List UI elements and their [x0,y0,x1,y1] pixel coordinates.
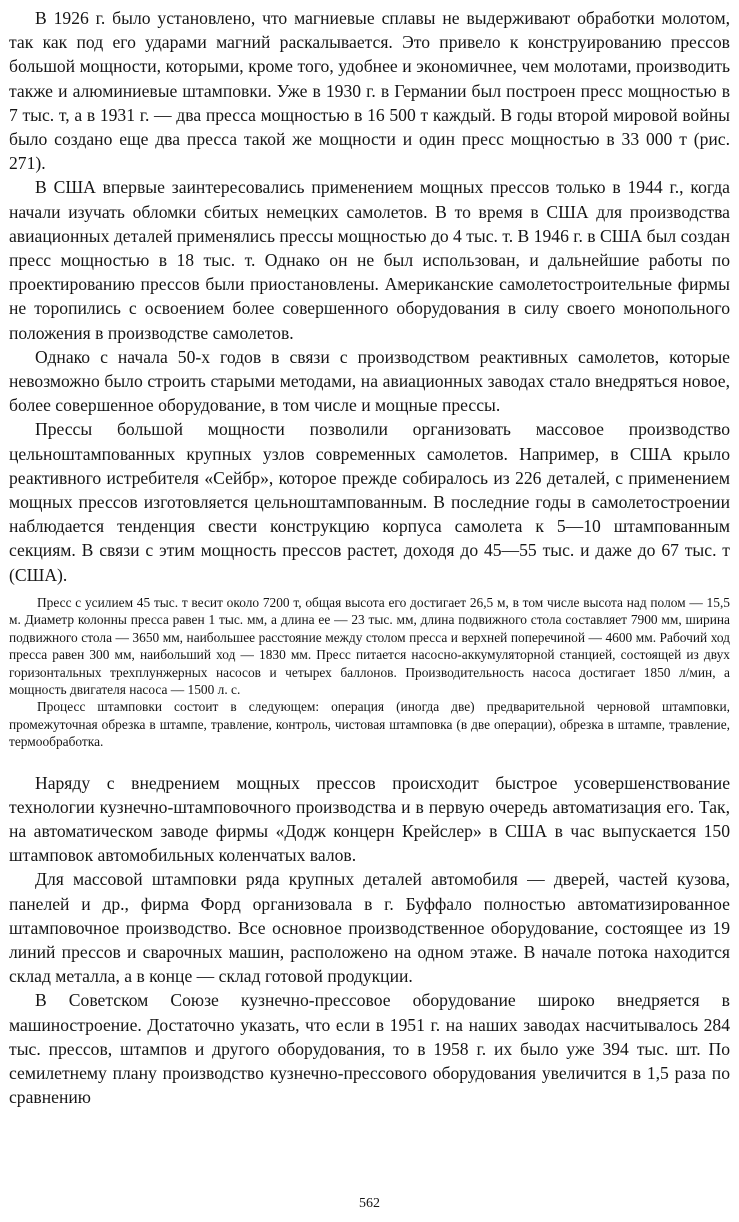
body-paragraph: В США впервые заинтересовались применением мощных прессов только в 1944 г., когда начали изучать обломки сбитых немецких самолетов. В то время в США для производства авиационных деталей применялись прессы мощностью до 4 тыс. т. В 1946 г. в США был создан пресс мощностью в 18 тыс. т. Однако он не был использован, и дальнейшие работы по проектированию прессов были приостановлены. Американские самолетостроительные фирмы не торопились с освоением более совершенного оборудования в силу своего монопольного положения в производстве самолетов. [9,177,730,343]
small-print-block [9,594,730,751]
body-paragraph: Однако с начала 50-х годов в связи с производством реактивных самолетов, которые невозможно было строить старыми методами, на авиационных заводах стало внедряться новое, более совершенное оборудование, в том числе и мощные прессы. [9,346,730,416]
section-spacer [9,751,730,771]
body-paragraph: В Советском Союзе кузнечно-прессовое оборудование широко внедряется в машиностроение. Достаточно указать, что если в 1951 г. на наших заводах насчитывалось 284 тыс. прессов, штампов и другого оборудования, то в 1958 г. их было уже 394 тыс. шт. По семилетнему плану производство кузнечно-прессового оборудования увеличится в 1,5 раза по сравнению [9,990,730,1108]
small-print-paragraph: Процесс штамповки состоит в следующем: операция (иногда две) предварительной черновой штамповки, промежуточная обрезка в штампе, травление, контроль, чистовая штамповка (в две операции), обрезка в штампе, травление, термообработка. [9,699,730,750]
page-number: 562 [359,1196,380,1211]
body-paragraph: Наряду с внедрением мощных прессов происходит быстрое усовершенствование технологии кузнечно-штамповочного производства и в первую очередь автоматизация его. Так, на автоматическом заводе фирмы «Додж концерн Крейслер» в США в час выпускается 150 штамповок автомобильных коленчатых валов. [9,772,730,866]
body-paragraph: В 1926 г. было установлено, что магниевые сплавы не выдерживают обработки молотом, так как под его ударами магний раскалывается. Это привело к конструированию прессов большой мощности, которыми, кроме того, удобнее и экономичнее, чем молотами, производить также и алюминиевые штамповки. Уже в 1930 г. в Германии был построен пресс мощностью в 7 тыс. т, а в 1931 г. — два пресса мощностью в 16 500 т каждый. В годы второй мировой войны было создано еще два пресса такой же мощности и один пресс мощностью в 33 000 т (рис. 271). [9,8,730,174]
page-content [9,6,730,1109]
body-paragraph: Для массовой штамповки ряда крупных деталей автомобиля — дверей, частей кузова, панелей и др., фирма Форд организовала в г. Буффало полностью автоматизированное штамповочное производство. Все основное производственное оборудование, состоящее из 19 линий прессов и сварочных машин, расположено на одном этаже. В начале потока находится склад металла, а в конце — склад готовой продукции. [9,869,730,987]
small-print-paragraph: Пресс с усилием 45 тыс. т весит около 7200 т, общая высота его достигает 26,5 м, в том числе высота над полом — 15,5 м. Диаметр колонны пресса равен 1 тыс. мм, а длина ее — 23 тыс. мм, длина подвижного стола составляет 7900 мм, ширина подвижного стола — 3650 мм, наибольшее расстояние между столом пресса и верхней поперечиной — 4600 мм. Рабочий ход пресса равен 300 мм, наибольший ход — 1830 мм. Пресс питается насосно-аккумуляторной станцией, состоящей из двух горизонтальных трехплунжерных насосов и четырех баллонов. Производительность насоса достигает 1850 л/мин, а мощность двигателя насоса — 1500 л. с. [9,594,730,697]
body-paragraph: Прессы большой мощности позволили организовать массовое производство цельноштампованных крупных узлов современных самолетов. Например, в США крыло реактивного истребителя «Сейбр», которое прежде собиралось из 226 деталей, с применением мощных прессов изготовляется цельноштампованным. В последние годы в самолетостроении наблюдается тенденция свести конструкцию корпуса самолета к 5—10 штампованным секциям. В связи с этим мощность прессов растет, доходя до 45—55 тыс. и даже до 67 тыс. т (США). [9,419,730,585]
